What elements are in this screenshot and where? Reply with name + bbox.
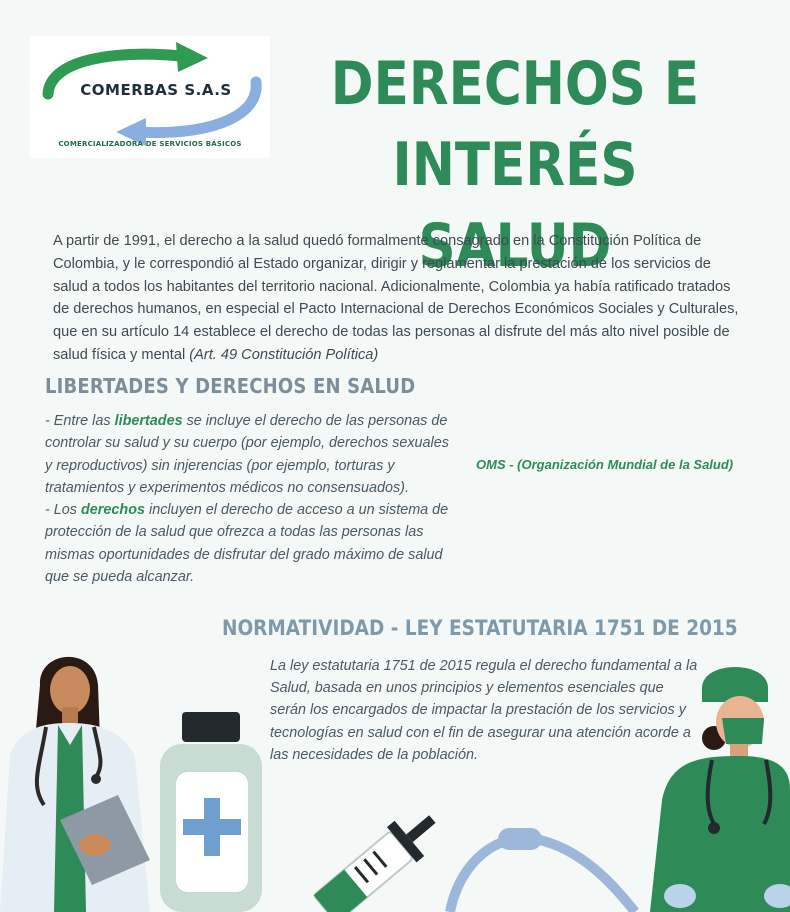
- company-logo: [30, 36, 270, 158]
- derechos-bold: derechos: [81, 502, 145, 519]
- normatividad-heading: NORMATIVIDAD - LEY ESTATUTARIA 1751 DE 2015: [222, 616, 738, 640]
- intro-paragraph: [53, 230, 743, 367]
- doctor-icon: [0, 645, 165, 912]
- intro-citation: (Art. 49 Constitución Política): [189, 346, 379, 363]
- libertades-bold: libertades: [114, 413, 183, 429]
- logo-subtitle: COMERCIALIZADORA DE SERVICIOS BÁSICOS: [58, 140, 242, 148]
- title-line-1: DERECHOS E: [330, 49, 700, 119]
- derechos-p2-prefix: - Los: [45, 502, 81, 519]
- title-line-2: INTERÉS SALUD: [392, 130, 638, 281]
- medicine-bottle-icon: [158, 712, 268, 912]
- syringe-icon: [298, 805, 448, 912]
- libertades-p1-rest: se incluye el derecho de las personas de controlar su salud y su cuerpo (por ejemplo, derechos sexuales y reproductivos) sin injerencias (por ejemplo, torturas y tratamientos y experimentos médicos no consensuados).: [45, 413, 449, 496]
- derechos-p2-rest: incluyen el derecho de acceso a un sistema de protección de la salud que ofrezca a todas las personas las mismas oportunidades de disfrutar del grado máximo de salud que se pueda alcanzar.: [45, 502, 449, 586]
- logo-name: COMERBAS S.A.S: [80, 81, 232, 99]
- surgeon-icon: [640, 660, 790, 912]
- normatividad-text: La ley estatutaria 1751 de 2015 regula el derecho fundamental a la Salud, basada en unos principios y elementos esenciales que serán los encargados de impactar la prestación de los servicios y tecnologías en salud con el fin de asegurar una atención acorde a las necesidades de la población.: [270, 658, 698, 763]
- intro-text: A partir de 1991, el derecho a la salud quedó formalmente consagrado en la Constitución Política de Colombia, y le correspondió al Estado organizar, dirigir y reglamentar la prestación de los servicios de salud a todos los habitantes del territorio nacional. Adicionalmente, Colombia ya había ratificado tratados de derechos humanos, en especial el Pacto Internacional de Derechos Económicos Sociales y Culturales, que en su artículo 14 establece el derecho de todas las personas al disfrute del más alto nivel posible de salud física y mental: [53, 233, 739, 363]
- libertades-body: [45, 410, 455, 588]
- libertades-heading: LIBERTADES Y DERECHOS EN SALUD: [45, 374, 416, 398]
- stethoscope-icon: [440, 820, 650, 912]
- libertades-p1-prefix: - Entre las: [45, 413, 115, 429]
- oms-source: OMS - (Organización Mundial de la Salud): [476, 457, 734, 472]
